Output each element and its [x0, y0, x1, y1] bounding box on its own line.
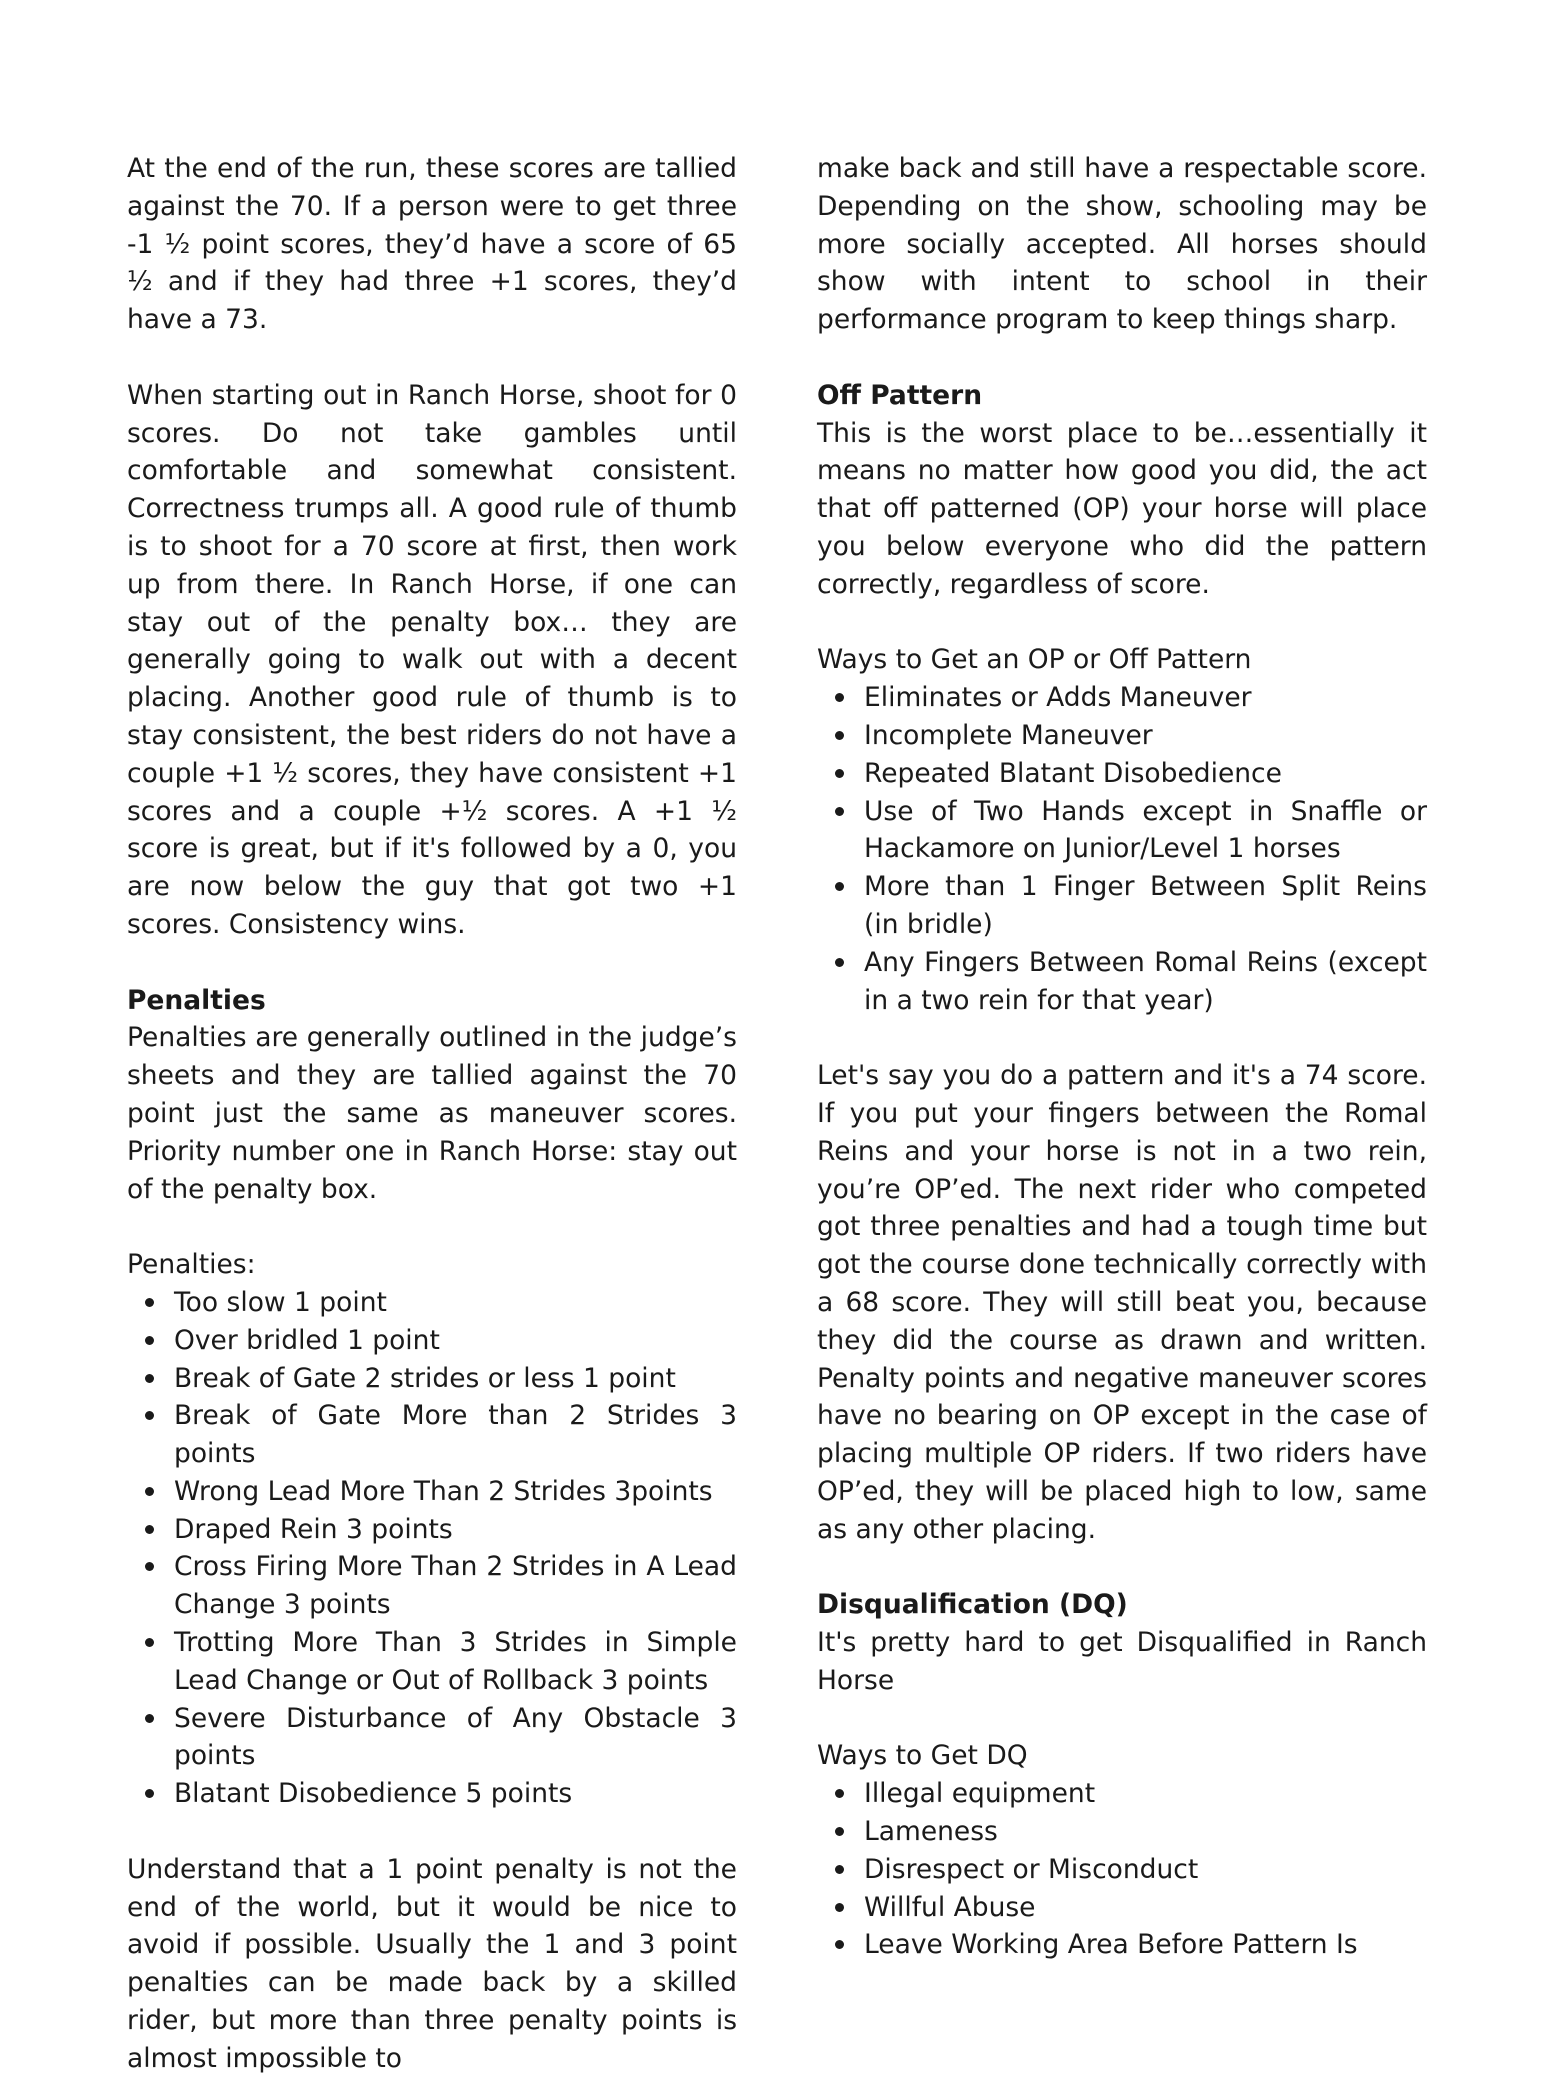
penalties-list [127, 1284, 737, 1813]
list-item: Break of Gate 2 strides or less 1 point [174, 1360, 737, 1398]
list-item: Use of Two Hands except in Snaffle or Hackamore on Junior/Level 1 horses [864, 793, 1427, 869]
paragraph-off-pattern: This is the worst place to be…essentially it means no matter how good you did, the act that off patterned (OP) your horse will place you below everyone who did the pattern correctly, regardless of score. [817, 417, 1427, 600]
paragraph-dq: It's pretty hard to get Disqualified in Ranch Horse [817, 1627, 1427, 1696]
list-item: Incomplete Maneuver [864, 717, 1427, 755]
penalties-heading: Penalties [127, 984, 266, 1016]
list-item: Eliminates or Adds Maneuver [864, 679, 1427, 717]
left-column [127, 150, 737, 2078]
list-item: Leave Working Area Before Pattern Is [864, 1926, 1427, 1964]
dq-list [817, 1775, 1427, 1964]
op-list [817, 679, 1427, 1019]
paragraph-understand-penalty: Understand that a 1 point penalty is not the end of the world, but it would be nice to avoid if possible. Usually the 1 and 3 point penalties can be made back by a skilled rider, but more than three penalty points is almost impossible to [127, 1853, 737, 2074]
list-item: Willful Abuse [864, 1889, 1427, 1927]
list-item: Illegal equipment [864, 1775, 1427, 1813]
off-pattern-heading: Off Pattern [817, 379, 983, 411]
dq-list-label: Ways to Get DQ [817, 1740, 1028, 1772]
list-item: Draped Rein 3 points [174, 1511, 737, 1549]
paragraph-starting-out: When starting out in Ranch Horse, shoot for 0 scores. Do not take gambles until comfortable and somewhat consistent. Correctness trumps all. A good rule of thumb is to shoot for a 70 score at first, then work up from there. In Ranch Horse, if one can stay out of the penalty box… they are generally going to walk out with a decent placing. Another good rule of thumb is to stay consistent, the best riders do not have a couple +1 ½ scores, they have consistent +1 scores and a couple +½ scores. A +1 ½ score is great, but if it's followed by a 0, you are now below the guy that got two +1 scores. Consistency wins. [127, 379, 737, 940]
op-list-label: Ways to Get an OP or Off Pattern [817, 644, 1252, 676]
right-column [817, 150, 1427, 1964]
list-item: Trotting More Than 3 Strides in Simple Lead Change or Out of Rollback 3 points [174, 1624, 737, 1700]
list-item: Repeated Blatant Disobedience [864, 755, 1427, 793]
list-item: Severe Disturbance of Any Obstacle 3 points [174, 1700, 737, 1776]
paragraph-op-example: Let's say you do a pattern and it's a 74 score. If you put your fingers between the Romal Reins and your horse is not in a two rein, you’re OP’ed. The next rider who competed got three penalties and had a tough time but got the course done technically correctly with a 68 score. They will still beat you, because they did the course as drawn and written. Penalty points and negative maneuver scores have no bearing on OP except in the case of placing multiple OP riders. If two riders have OP’ed, they will be placed high to low, same as any other placing. [817, 1060, 1427, 1545]
paragraph-scores-tallied: At the end of the run, these scores are tallied against the 70. If a person were to get three -1 ½ point scores, they’d have a score of 65 ½ and if they had three +1 scores, they’d have a 73. [127, 153, 737, 336]
list-item: Blatant Disobedience 5 points [174, 1775, 737, 1813]
list-item: Break of Gate More than 2 Strides 3 points [174, 1397, 737, 1473]
list-item: Lameness [864, 1813, 1427, 1851]
list-item: Wrong Lead More Than 2 Strides 3points [174, 1473, 737, 1511]
list-item: Too slow 1 point [174, 1284, 737, 1322]
penalties-list-label: Penalties: [127, 1249, 256, 1281]
list-item: More than 1 Finger Between Split Reins (in bridle) [864, 868, 1427, 944]
document-page [127, 150, 1427, 2074]
paragraph-penalties-intro: Penalties are generally outlined in the judge’s sheets and they are tallied against the 70 point just the same as maneuver scores. Priority number one in Ranch Horse: stay out of the penalty box. [127, 1022, 737, 1205]
paragraph-make-back: make back and still have a respectable score. Depending on the show, schooling may be more socially accepted. All horses should show with intent to school in their performance program to keep things sharp. [817, 153, 1427, 336]
list-item: Cross Firing More Than 2 Strides in A Lead Change 3 points [174, 1548, 737, 1624]
list-item: Disrespect or Misconduct [864, 1851, 1427, 1889]
list-item: Any Fingers Between Romal Reins (except in a two rein for that year) [864, 944, 1427, 1020]
dq-heading: Disqualification (DQ) [817, 1589, 1128, 1621]
list-item: Over bridled 1 point [174, 1322, 737, 1360]
